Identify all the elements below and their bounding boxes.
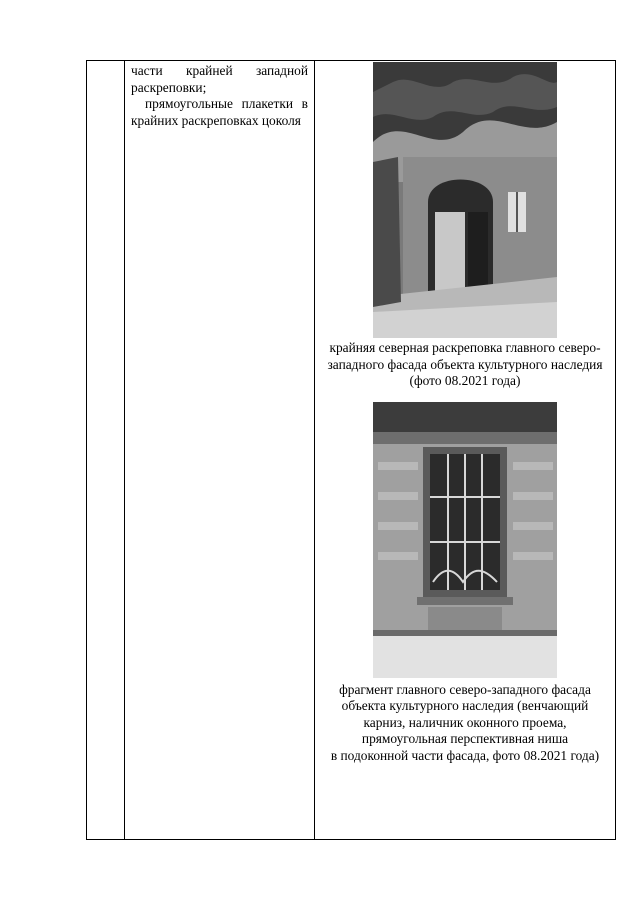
photo-block-2	[315, 402, 615, 765]
photo-caption-2-line-2: прямоугольная перспективная ниша	[361, 731, 569, 746]
photo-block-1	[315, 62, 615, 390]
description-cell	[125, 61, 315, 840]
photo-caption-1: крайняя северная раскреповка главного северо-западного фасада объекта культурного наследия (фото 08.2021 года)	[327, 340, 603, 388]
heritage-description-table	[86, 60, 616, 840]
window-with-grille-photo-icon	[373, 402, 557, 678]
photo-caption-2	[315, 678, 615, 765]
description-line-1: части крайней западной раскреповки;	[131, 63, 308, 95]
photo-caption-2-line-1: фрагмент главного северо-западного фасада объекта культурного наследия (венчающий карниз, наличник оконного проема,	[339, 681, 591, 730]
number-cell	[87, 61, 125, 840]
table-row	[87, 61, 616, 840]
building-entrance-photo-icon	[373, 62, 557, 338]
description-text	[125, 61, 314, 129]
photo-caption-2-line-3: в подоконной части фасада, фото 08.2021 года)	[330, 747, 600, 763]
photo-cell	[315, 61, 616, 840]
description-line-2: прямоугольные плакетки в крайних раскреповках цоколя	[131, 96, 308, 128]
